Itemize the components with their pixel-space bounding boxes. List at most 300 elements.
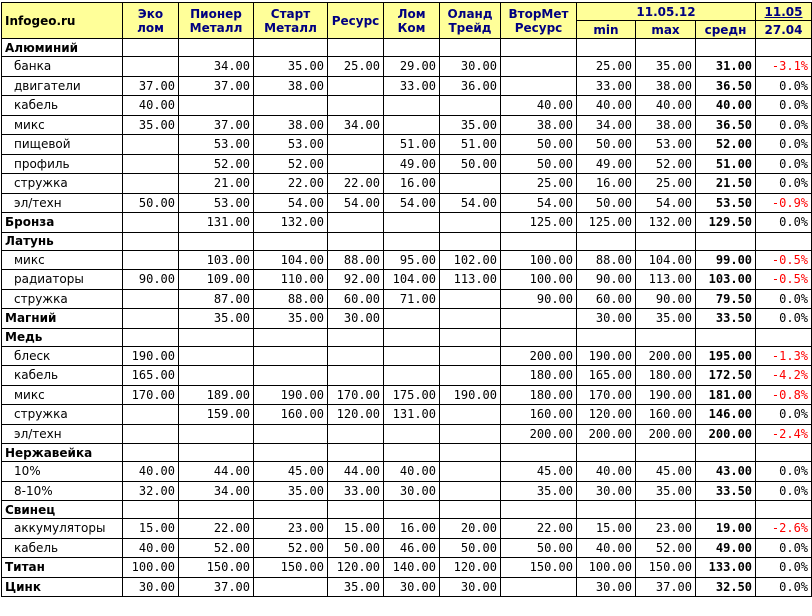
- avg-cell: 19.00: [696, 519, 756, 539]
- row-name: пищевой: [2, 135, 123, 155]
- price-cell: [440, 174, 501, 194]
- min-cell: 200.00: [577, 424, 636, 444]
- section-filler: [384, 232, 440, 250]
- price-cell: 54.00: [328, 193, 384, 213]
- price-cell: 44.00: [328, 462, 384, 482]
- item-row: [2, 289, 812, 309]
- row-name: Цинк: [2, 577, 123, 597]
- price-cell: 189.00: [179, 385, 254, 405]
- header-row-1: [2, 3, 812, 21]
- min-cell: 50.00: [577, 193, 636, 213]
- price-cell: [179, 346, 254, 366]
- price-cell: 53.00: [179, 135, 254, 155]
- price-cell: 51.00: [384, 135, 440, 155]
- change-cell: 0.0%: [756, 76, 812, 96]
- max-cell: 104.00: [636, 250, 696, 270]
- section-filler: [254, 39, 328, 57]
- item-row: [2, 346, 812, 366]
- item-row: [2, 481, 812, 501]
- price-cell: 140.00: [384, 558, 440, 578]
- price-cell: [440, 405, 501, 425]
- price-cell: 30.00: [123, 577, 179, 597]
- min-cell: 125.00: [577, 213, 636, 233]
- section-filler: [440, 328, 501, 346]
- price-cell: [328, 76, 384, 96]
- source-header-line: Трейд: [448, 20, 492, 35]
- section-title: Медь: [2, 328, 123, 346]
- source-header-line: Металл: [264, 20, 317, 35]
- max-cell: 52.00: [636, 538, 696, 558]
- metal-row: [2, 213, 812, 233]
- price-cell: [440, 462, 501, 482]
- price-cell: [328, 366, 384, 386]
- min-cell: 90.00: [577, 270, 636, 290]
- max-cell: 150.00: [636, 558, 696, 578]
- price-cell: [440, 346, 501, 366]
- section-filler: [577, 232, 636, 250]
- price-cell: 92.00: [328, 270, 384, 290]
- avg-cell: 21.50: [696, 174, 756, 194]
- change-cell: 0.0%: [756, 135, 812, 155]
- avg-cell: 133.00: [696, 558, 756, 578]
- price-cell: 100.00: [501, 250, 577, 270]
- price-cell: [254, 96, 328, 116]
- price-cell: 30.00: [384, 577, 440, 597]
- price-cell: [384, 115, 440, 135]
- section-filler: [501, 328, 577, 346]
- price-cell: 32.00: [123, 481, 179, 501]
- price-cell: [123, 57, 179, 77]
- min-cell: 33.00: [577, 76, 636, 96]
- row-name: Магний: [2, 309, 123, 329]
- price-cell: 33.00: [328, 481, 384, 501]
- section-filler: [696, 501, 756, 519]
- min-cell: 50.00: [577, 135, 636, 155]
- item-row: [2, 115, 812, 135]
- price-cell: 180.00: [501, 385, 577, 405]
- price-cell: [440, 96, 501, 116]
- price-cell: 100.00: [501, 270, 577, 290]
- avg-cell: 32.50: [696, 577, 756, 597]
- change-cell: 0.0%: [756, 538, 812, 558]
- metal-row: [2, 577, 812, 597]
- row-name: кабель: [2, 366, 123, 386]
- price-cell: 190.00: [440, 385, 501, 405]
- max-cell: 38.00: [636, 115, 696, 135]
- avg-cell: 40.00: [696, 96, 756, 116]
- item-row: [2, 57, 812, 77]
- max-cell: 113.00: [636, 270, 696, 290]
- price-cell: [440, 366, 501, 386]
- price-cell: 200.00: [501, 346, 577, 366]
- min-cell: 40.00: [577, 538, 636, 558]
- price-cell: 45.00: [254, 462, 328, 482]
- price-cell: 35.00: [123, 115, 179, 135]
- section-filler: [254, 328, 328, 346]
- item-row: [2, 135, 812, 155]
- avg-cell: 52.00: [696, 135, 756, 155]
- max-cell: 45.00: [636, 462, 696, 482]
- max-cell: 200.00: [636, 346, 696, 366]
- price-cell: 37.00: [179, 577, 254, 597]
- price-cell: 33.00: [384, 76, 440, 96]
- section-filler: [254, 444, 328, 462]
- price-cell: 125.00: [501, 213, 577, 233]
- price-cell: 120.00: [328, 405, 384, 425]
- price-cell: 22.00: [254, 174, 328, 194]
- section-title: Нержавейка: [2, 444, 123, 462]
- row-name: кабель: [2, 96, 123, 116]
- source-header-ekolom: [123, 3, 179, 39]
- price-cell: [179, 424, 254, 444]
- min-cell: 120.00: [577, 405, 636, 425]
- price-cell: [328, 154, 384, 174]
- price-cell: 132.00: [254, 213, 328, 233]
- section-filler: [179, 501, 254, 519]
- min-cell: 30.00: [577, 481, 636, 501]
- section-filler: [636, 232, 696, 250]
- price-cell: 104.00: [384, 270, 440, 290]
- price-cell: [328, 213, 384, 233]
- source-header-resurs: [328, 3, 384, 39]
- min-cell: 170.00: [577, 385, 636, 405]
- section-filler: [328, 232, 384, 250]
- row-name: Титан: [2, 558, 123, 578]
- avg-cell: 53.50: [696, 193, 756, 213]
- price-cell: 38.00: [501, 115, 577, 135]
- price-cell: [440, 481, 501, 501]
- max-cell: 160.00: [636, 405, 696, 425]
- price-cell: [440, 289, 501, 309]
- price-cell: 16.00: [384, 174, 440, 194]
- price-cell: 35.00: [328, 577, 384, 597]
- price-cell: 102.00: [440, 250, 501, 270]
- min-cell: 60.00: [577, 289, 636, 309]
- section-filler: [696, 328, 756, 346]
- item-row: [2, 76, 812, 96]
- section-filler: [328, 444, 384, 462]
- price-cell: 40.00: [123, 538, 179, 558]
- item-row: [2, 174, 812, 194]
- source-header-lomkom: [384, 3, 440, 39]
- row-name: стружка: [2, 174, 123, 194]
- price-cell: 88.00: [328, 250, 384, 270]
- section-filler: [501, 39, 577, 57]
- section-filler: [384, 444, 440, 462]
- price-cell: [123, 250, 179, 270]
- price-cell: [384, 366, 440, 386]
- avg-cell: 36.50: [696, 115, 756, 135]
- price-cell: 50.00: [440, 538, 501, 558]
- price-cell: 35.00: [254, 481, 328, 501]
- date-header: 11.05.12: [577, 3, 756, 21]
- row-name: микс: [2, 115, 123, 135]
- price-cell: 51.00: [440, 135, 501, 155]
- source-header-line: Ресурс: [331, 13, 380, 28]
- price-cell: 60.00: [328, 289, 384, 309]
- price-cell: 52.00: [179, 154, 254, 174]
- price-cell: 50.00: [501, 135, 577, 155]
- source-header-line: Эко: [137, 6, 164, 21]
- price-cell: [328, 424, 384, 444]
- section-row: [2, 232, 812, 250]
- avg-cell: 146.00: [696, 405, 756, 425]
- max-cell: 35.00: [636, 57, 696, 77]
- site-logo[interactable]: Infogeo.ru: [2, 3, 123, 39]
- change-cell: -1.3%: [756, 346, 812, 366]
- price-cell: 36.00: [440, 76, 501, 96]
- min-cell: 16.00: [577, 174, 636, 194]
- change-cell: -0.5%: [756, 270, 812, 290]
- change-cell: -3.1%: [756, 57, 812, 77]
- section-title: Свинец: [2, 501, 123, 519]
- section-filler: [123, 501, 179, 519]
- max-cell: 23.00: [636, 519, 696, 539]
- item-row: [2, 519, 812, 539]
- change-cell: 0.0%: [756, 154, 812, 174]
- avg-cell: 200.00: [696, 424, 756, 444]
- item-row: [2, 270, 812, 290]
- price-cell: 22.00: [179, 519, 254, 539]
- max-cell: 40.00: [636, 96, 696, 116]
- price-cell: 88.00: [254, 289, 328, 309]
- price-cell: 71.00: [384, 289, 440, 309]
- price-cell: 34.00: [179, 481, 254, 501]
- min-cell: 15.00: [577, 519, 636, 539]
- price-cell: 30.00: [440, 57, 501, 77]
- price-cell: [328, 135, 384, 155]
- section-filler: [501, 232, 577, 250]
- section-filler: [328, 328, 384, 346]
- min-cell: 34.00: [577, 115, 636, 135]
- section-filler: [636, 39, 696, 57]
- change-cell: -0.9%: [756, 193, 812, 213]
- price-cell: [501, 577, 577, 597]
- price-table: [1, 2, 812, 597]
- price-cell: 38.00: [254, 76, 328, 96]
- price-cell: 34.00: [179, 57, 254, 77]
- avg-cell: 33.50: [696, 481, 756, 501]
- section-filler: [179, 39, 254, 57]
- row-name: 10%: [2, 462, 123, 482]
- price-cell: 40.00: [501, 96, 577, 116]
- compare-date-top[interactable]: 11.05: [756, 3, 812, 21]
- source-header-line: Оланд: [447, 6, 493, 21]
- price-cell: 21.00: [179, 174, 254, 194]
- price-cell: 25.00: [501, 174, 577, 194]
- price-cell: [501, 76, 577, 96]
- price-cell: [384, 309, 440, 329]
- max-header: max: [636, 21, 696, 39]
- price-cell: 52.00: [254, 538, 328, 558]
- section-filler: [501, 444, 577, 462]
- price-cell: [179, 366, 254, 386]
- max-cell: 190.00: [636, 385, 696, 405]
- price-cell: 38.00: [254, 115, 328, 135]
- row-name: микс: [2, 250, 123, 270]
- source-header-line: Лом: [397, 6, 426, 21]
- section-filler: [384, 328, 440, 346]
- price-cell: [123, 405, 179, 425]
- price-cell: 160.00: [254, 405, 328, 425]
- item-row: [2, 385, 812, 405]
- section-title: Алюминий: [2, 39, 123, 57]
- price-cell: 49.00: [384, 154, 440, 174]
- price-cell: 35.00: [179, 309, 254, 329]
- price-cell: [328, 96, 384, 116]
- row-name: блеск: [2, 346, 123, 366]
- source-header-line: Ком: [397, 20, 426, 35]
- price-cell: 44.00: [179, 462, 254, 482]
- min-cell: 190.00: [577, 346, 636, 366]
- section-filler: [636, 501, 696, 519]
- avg-cell: 51.00: [696, 154, 756, 174]
- max-cell: 25.00: [636, 174, 696, 194]
- price-cell: 30.00: [384, 481, 440, 501]
- price-cell: 103.00: [179, 250, 254, 270]
- max-cell: 180.00: [636, 366, 696, 386]
- min-cell: 40.00: [577, 96, 636, 116]
- source-header-line: Ресурс: [514, 20, 563, 35]
- price-cell: 150.00: [254, 558, 328, 578]
- item-row: [2, 462, 812, 482]
- section-filler: [123, 232, 179, 250]
- min-cell: 165.00: [577, 366, 636, 386]
- min-cell: 88.00: [577, 250, 636, 270]
- metal-row: [2, 309, 812, 329]
- max-cell: 200.00: [636, 424, 696, 444]
- section-filler: [756, 232, 812, 250]
- price-cell: 50.00: [440, 154, 501, 174]
- price-cell: [501, 309, 577, 329]
- price-cell: 52.00: [254, 154, 328, 174]
- row-name: микс: [2, 385, 123, 405]
- price-cell: [254, 346, 328, 366]
- change-cell: 0.0%: [756, 405, 812, 425]
- price-cell: [440, 213, 501, 233]
- price-cell: [123, 309, 179, 329]
- avg-header: средн: [696, 21, 756, 39]
- row-name: профиль: [2, 154, 123, 174]
- price-cell: 53.00: [179, 193, 254, 213]
- row-name: эл/техн: [2, 424, 123, 444]
- section-filler: [254, 232, 328, 250]
- price-cell: 16.00: [384, 519, 440, 539]
- section-filler: [577, 328, 636, 346]
- price-cell: [123, 289, 179, 309]
- price-cell: 190.00: [254, 385, 328, 405]
- price-cell: 50.00: [501, 154, 577, 174]
- min-cell: 40.00: [577, 462, 636, 482]
- section-filler: [577, 501, 636, 519]
- price-cell: [123, 213, 179, 233]
- price-cell: 40.00: [123, 462, 179, 482]
- change-cell: -0.5%: [756, 250, 812, 270]
- price-cell: 50.00: [328, 538, 384, 558]
- change-cell: 0.0%: [756, 96, 812, 116]
- min-cell: 100.00: [577, 558, 636, 578]
- change-cell: 0.0%: [756, 481, 812, 501]
- price-cell: 23.00: [254, 519, 328, 539]
- price-cell: [123, 135, 179, 155]
- section-filler: [384, 501, 440, 519]
- change-cell: -4.2%: [756, 366, 812, 386]
- section-filler: [696, 232, 756, 250]
- price-cell: 90.00: [501, 289, 577, 309]
- row-name: эл/техн: [2, 193, 123, 213]
- price-cell: 100.00: [123, 558, 179, 578]
- source-header-line: Старт: [270, 6, 311, 21]
- section-filler: [179, 328, 254, 346]
- price-cell: 34.00: [328, 115, 384, 135]
- price-cell: 131.00: [384, 405, 440, 425]
- avg-cell: 79.50: [696, 289, 756, 309]
- price-cell: 113.00: [440, 270, 501, 290]
- avg-cell: 36.50: [696, 76, 756, 96]
- item-row: [2, 193, 812, 213]
- change-cell: 0.0%: [756, 462, 812, 482]
- section-filler: [696, 444, 756, 462]
- section-filler: [328, 39, 384, 57]
- metal-row: [2, 558, 812, 578]
- section-filler: [696, 39, 756, 57]
- price-cell: 45.00: [501, 462, 577, 482]
- price-cell: 200.00: [501, 424, 577, 444]
- price-cell: 22.00: [328, 174, 384, 194]
- row-name: кабель: [2, 538, 123, 558]
- row-name: стружка: [2, 289, 123, 309]
- min-cell: 30.00: [577, 309, 636, 329]
- section-filler: [179, 444, 254, 462]
- price-cell: [384, 346, 440, 366]
- price-cell: [254, 366, 328, 386]
- avg-cell: 103.00: [696, 270, 756, 290]
- max-cell: 53.00: [636, 135, 696, 155]
- price-cell: [123, 174, 179, 194]
- row-name: аккумуляторы: [2, 519, 123, 539]
- change-cell: 0.0%: [756, 577, 812, 597]
- min-cell: 49.00: [577, 154, 636, 174]
- section-filler: [384, 39, 440, 57]
- price-cell: 37.00: [179, 76, 254, 96]
- price-cell: 37.00: [123, 76, 179, 96]
- price-cell: 37.00: [179, 115, 254, 135]
- section-row: [2, 39, 812, 57]
- source-header-line: Металл: [189, 20, 243, 35]
- price-cell: 160.00: [501, 405, 577, 425]
- price-cell: [384, 96, 440, 116]
- price-cell: [254, 577, 328, 597]
- price-cell: 52.00: [179, 538, 254, 558]
- price-cell: 54.00: [254, 193, 328, 213]
- max-cell: 90.00: [636, 289, 696, 309]
- item-row: [2, 424, 812, 444]
- item-row: [2, 366, 812, 386]
- change-cell: -2.4%: [756, 424, 812, 444]
- change-cell: -0.8%: [756, 385, 812, 405]
- section-filler: [179, 232, 254, 250]
- price-cell: 150.00: [501, 558, 577, 578]
- row-name: радиаторы: [2, 270, 123, 290]
- section-filler: [328, 501, 384, 519]
- item-row: [2, 250, 812, 270]
- avg-cell: 181.00: [696, 385, 756, 405]
- change-cell: -2.6%: [756, 519, 812, 539]
- row-name: Бронза: [2, 213, 123, 233]
- price-cell: 165.00: [123, 366, 179, 386]
- price-cell: 120.00: [440, 558, 501, 578]
- price-cell: 50.00: [501, 538, 577, 558]
